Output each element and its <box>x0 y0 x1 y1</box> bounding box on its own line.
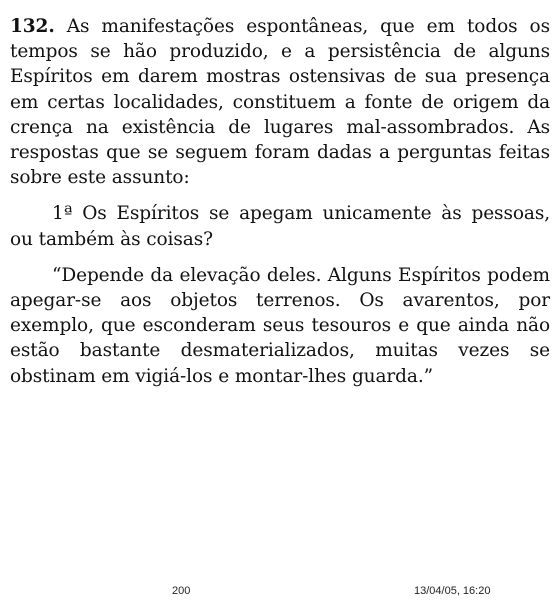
answer-1: “Depende da elevação deles. Alguns Espíritos podem apegar-se aos objetos terrenos. Os avarentos, por exemplo, que esconderam seus tesouros e que ainda não estão bastante desmaterializados, muitas vezes se obstinam em vigiá-los e montar-lhes guarda.” <box>10 264 550 387</box>
footer-timestamp: 13/04/05, 16:20 <box>414 585 491 597</box>
paragraph-intro <box>10 14 550 190</box>
paragraph-intro-text: As manifestações espontâneas, que em todos os tempos se hão produzido, e a persistência de alguns Espíritos em darem mostras ostensivas de sua presença em certas localidades, constituem a fonte de origem da crença na existência de lugares mal-assombrados. As respostas que se seguem foram dadas a perguntas feitas sobre este assunto: <box>10 16 550 189</box>
footer-page-number: 200 <box>172 585 191 597</box>
page-body <box>10 14 550 389</box>
section-number: 132. <box>10 16 55 37</box>
question-1: 1ª Os Espíritos se apegam unicamente às pessoas, ou também às coisas? <box>10 203 550 250</box>
